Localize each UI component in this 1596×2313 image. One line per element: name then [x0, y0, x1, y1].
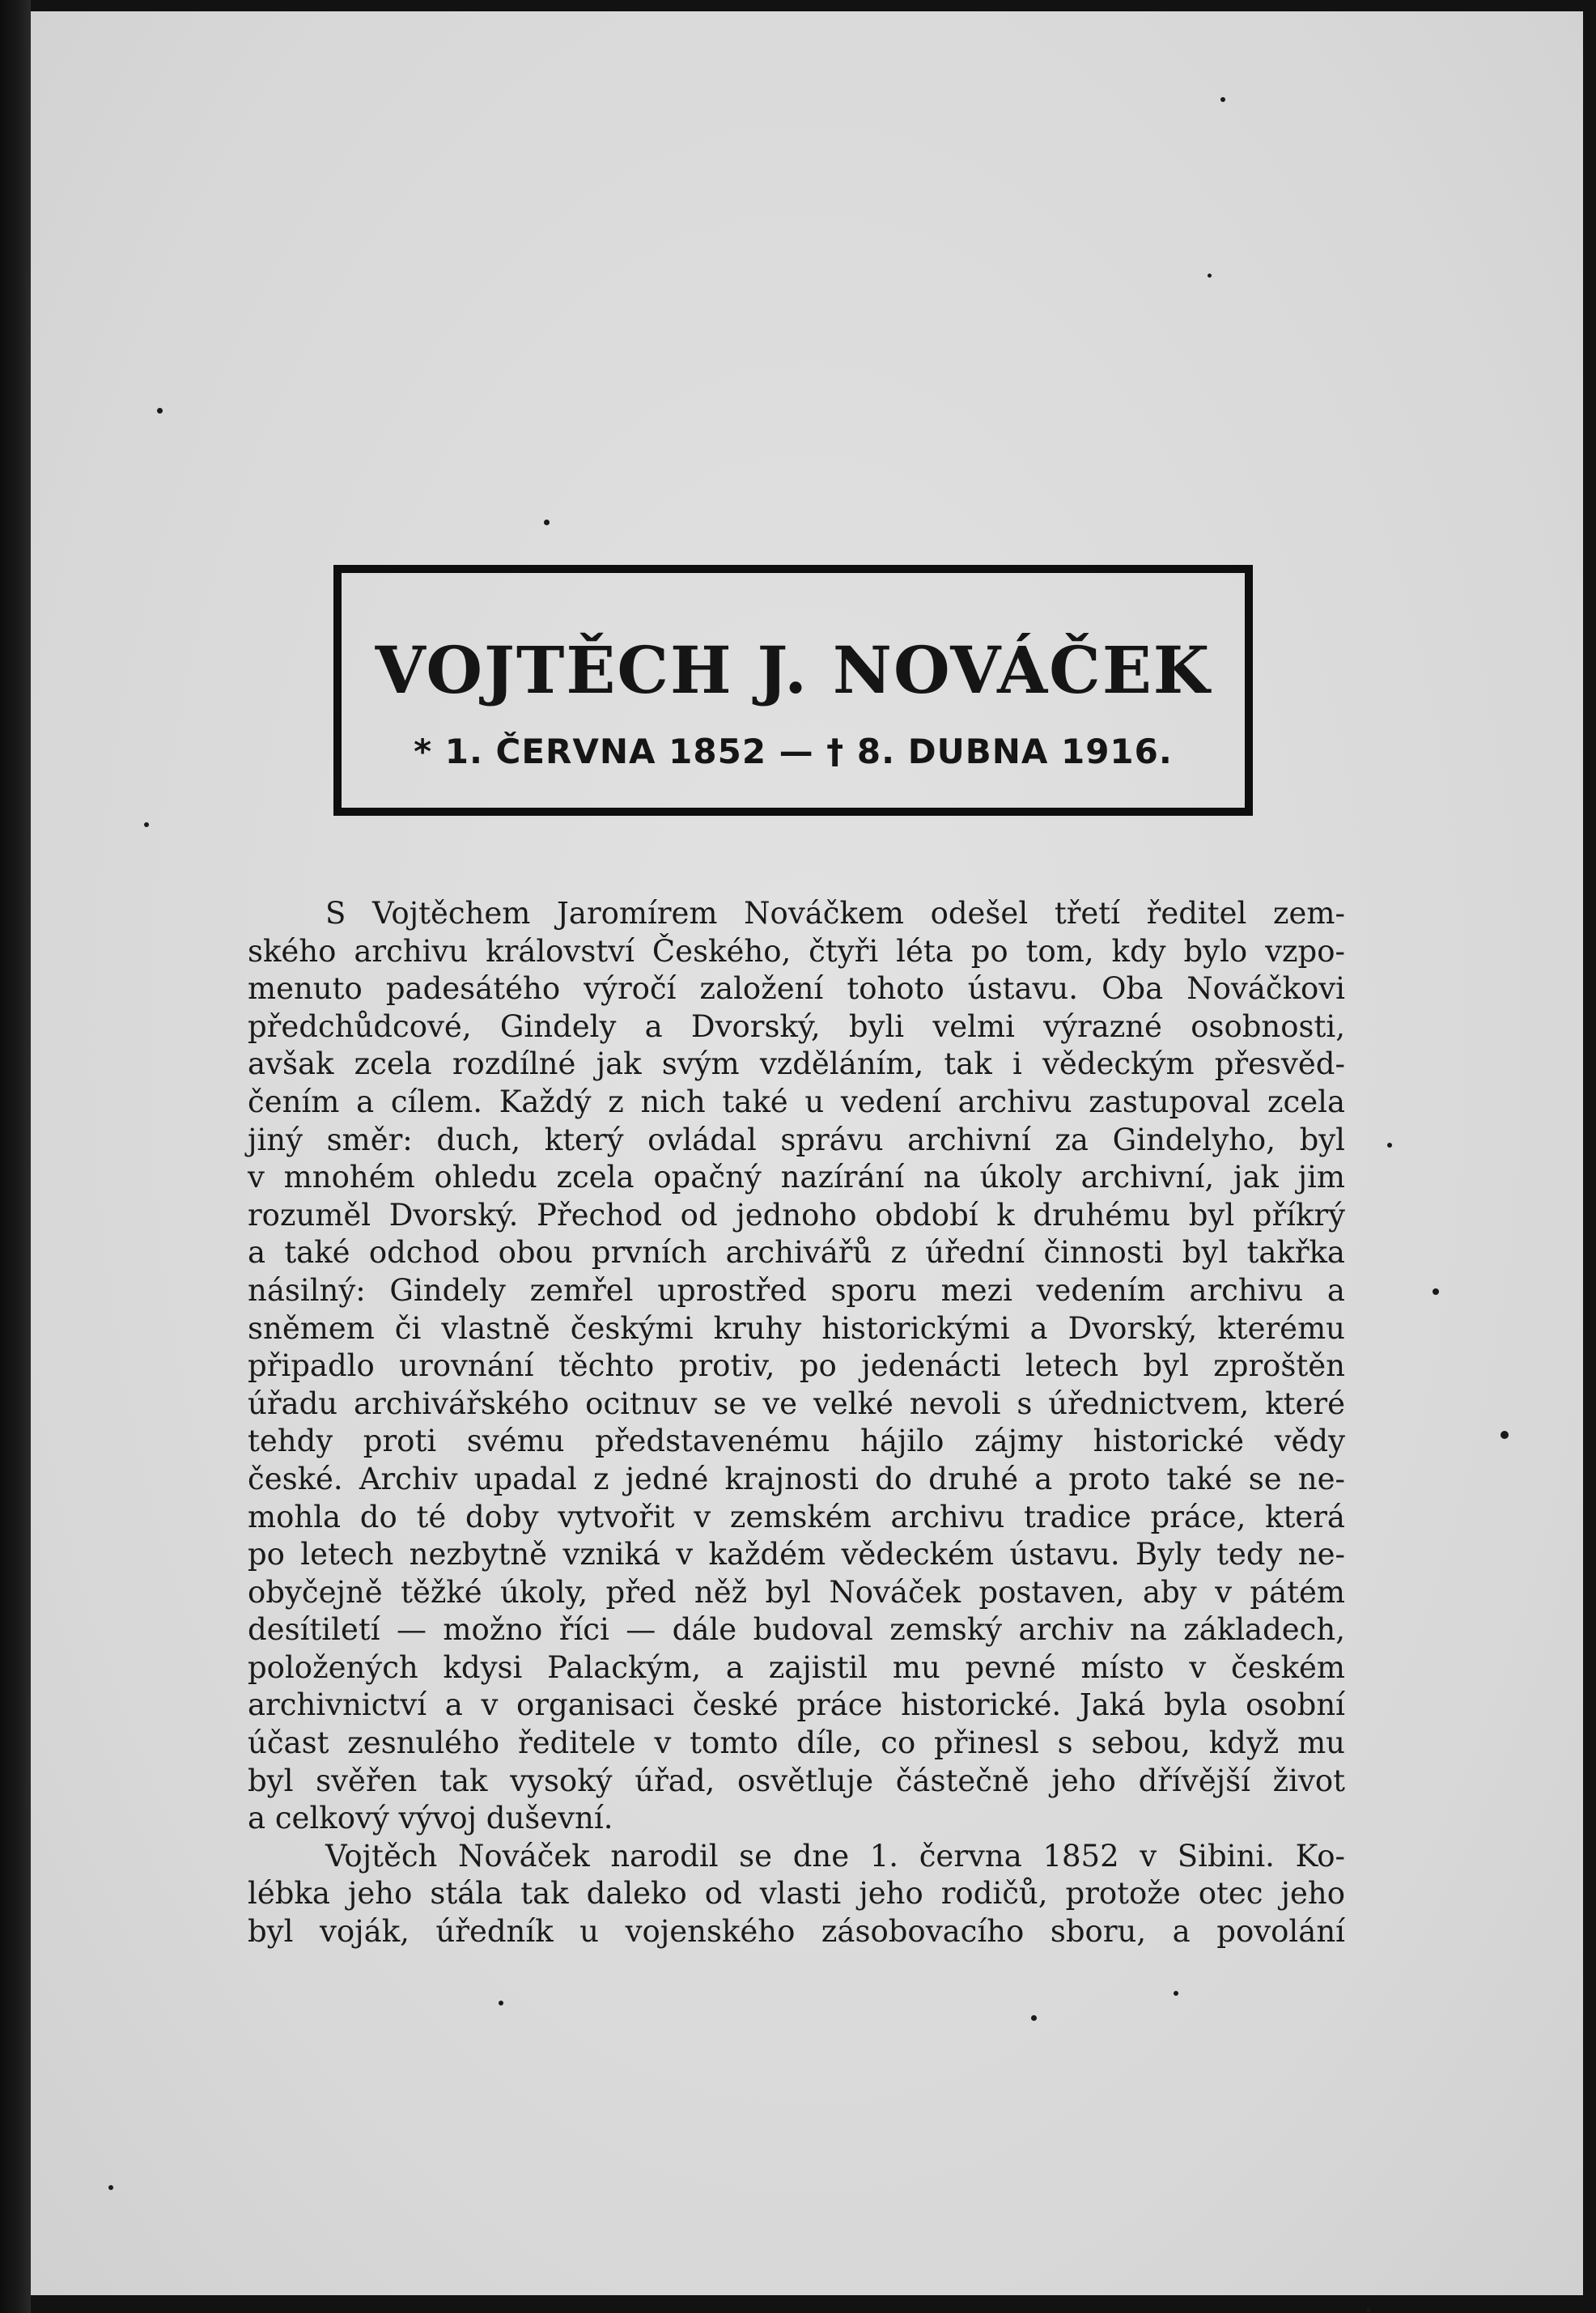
scan-speck — [1366, 2308, 1370, 2312]
text-line: předchůdcové, Gindely a Dvorský, byli velmi výrazné osobnosti, — [248, 1008, 1345, 1044]
text-line: násilný: Gindely zemřel uprostřed sporu mezi vedením archivu a — [248, 1272, 1345, 1308]
scan-speck — [1208, 274, 1212, 278]
scan-speck — [1433, 1288, 1439, 1295]
text-line: byl svěřen tak vysoký úřad, osvětluje částečně jeho dřívější život — [248, 1763, 1345, 1798]
text-line: položených kdysi Palackým, a zajistil mu pevné místo v českém — [248, 1649, 1345, 1685]
text-line: lébka jeho stála tak daleko od vlasti jeho rodičů, protože otec jeho — [248, 1876, 1345, 1912]
page-title: VOJTĚCH J. NOVÁČEK — [375, 632, 1212, 708]
text-line: avšak zcela rozdílné jak svým vzděláním, tak i vědeckým přesvěd- — [248, 1046, 1345, 1082]
scan-speck — [1500, 1431, 1509, 1439]
paragraph-1 — [248, 895, 1345, 1838]
body-text — [248, 895, 1345, 1951]
text-line: desítiletí — možno říci — dále budoval zemský archiv na základech, — [248, 1612, 1345, 1648]
text-line: sněmem či vlastně českými kruhy historickými a Dvorský, kterému — [248, 1310, 1345, 1346]
text-line: S Vojtěchem Jaromírem Nováčkem odešel třetí ředitel zem- — [325, 896, 1345, 931]
text-line: úřadu archivářského ocitnuv se ve velké nevoli s úřednictvem, které — [248, 1386, 1345, 1421]
text-line: menuto padesátého výročí založení tohoto ústavu. Oba Nováčkovi — [248, 971, 1345, 1007]
text-line: účast zesnulého ředitele v tomto díle, co přinesl s sebou, když mu — [248, 1725, 1345, 1761]
text-line: rozuměl Dvorský. Přechod od jednoho období k druhému byl příkrý — [248, 1197, 1345, 1233]
title-frame — [333, 565, 1253, 816]
page-left-edge — [0, 0, 31, 2313]
text-line: Vojtěch Nováček narodil se dne 1. června 1852 v Sibini. Ko- — [325, 1838, 1345, 1874]
document-page — [31, 11, 1583, 2295]
text-line: obyčejně těžké úkoly, před něž byl Nováček postaven, aby v pátém — [248, 1574, 1345, 1610]
text-line: připadlo urovnání těchto protiv, po jedenácti letech byl zproštěn — [248, 1348, 1345, 1384]
scan-speck — [108, 2185, 113, 2190]
text-line: po letech nezbytně vzniká v každém vědeckém ústavu. Byly tedy ne- — [248, 1537, 1345, 1572]
scan-speck — [1387, 1143, 1392, 1148]
text-line: tehdy proti svému představenému hájilo zájmy historické vědy — [248, 1424, 1345, 1459]
scan-speck — [499, 2001, 503, 2005]
paragraph-2 — [248, 1838, 1345, 1951]
text-line: a celkový vývoj duševní. — [248, 1801, 613, 1836]
text-line: v mnohém ohledu zcela opačný nazírání na úkoly archivní, jak jim — [248, 1160, 1345, 1195]
scan-speck — [1031, 2015, 1037, 2021]
text-line: archivnictví a v organisaci české práce historické. Jaká byla osobní — [248, 1687, 1345, 1723]
life-dates: * 1. ČERVNA 1852 — † 8. DUBNA 1916. — [414, 732, 1173, 771]
scan-speck — [1174, 1991, 1178, 1996]
scan-speck — [544, 520, 550, 525]
scan-speck — [144, 822, 149, 827]
text-line: ského archivu království Českého, čtyři léta po tom, kdy bylo vzpo- — [248, 933, 1345, 969]
text-line: jiný směr: duch, který ovládal správu archivní za Gindelyho, byl — [248, 1122, 1345, 1157]
text-line: čením a cílem. Každý z nich také u vedení archivu zastupoval zcela — [248, 1084, 1345, 1119]
text-line: české. Archiv upadal z jedné krajnosti do druhé a proto také se ne- — [248, 1461, 1345, 1496]
text-line: mohla do té doby vytvořit v zemském archivu tradice práce, která — [248, 1499, 1345, 1534]
scan-speck — [157, 408, 163, 414]
text-line: a také odchod obou prvních archivářů z úřední činnosti byl takřka — [248, 1235, 1345, 1271]
scan-speck — [1220, 97, 1225, 102]
text-line: byl voják, úředník u vojenského zásobovacího sboru, a povolání — [248, 1914, 1345, 1950]
